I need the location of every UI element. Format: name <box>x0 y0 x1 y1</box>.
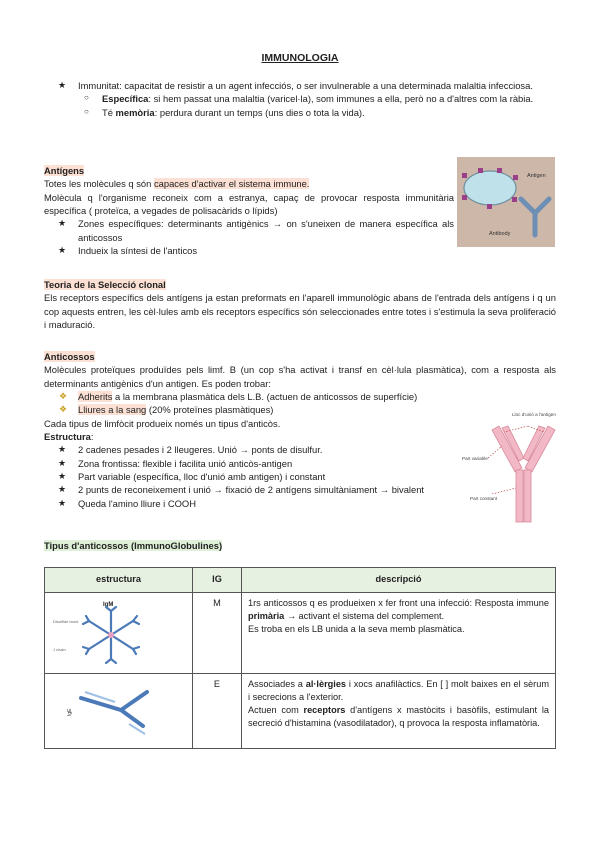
intro-sub-bullet: ○ Específica: si hem passat una malaltia (varicel·la), som immunes a ella, però no a d'altres com la ràbia. <box>84 93 534 105</box>
estructura-bullet: ★ Zona frontissa: flexible i facilita unió anticòs-antigen <box>58 457 293 469</box>
page-title: IMMUNOLOGIA <box>261 52 339 64</box>
intro-sub-bullet: ○ Té memòria: perdura durant un temps (uns dies o tota la vida). <box>84 106 365 118</box>
antibody-chains <box>492 426 555 522</box>
teoria-text: Els receptors específics dels antígens ja estan preformats en l'aparell immunològic abans de l'entrada dels antígens i q un cop aquests entren, les cèl·lules amb els receptors específics són seleccionades entre totes i s'estimula la seva proliferació i maduració. <box>44 292 556 331</box>
teoria-heading: Teoria de la Selecció clonal <box>44 279 166 290</box>
estructura-bullet: ★ 2 cadenes pesades i 2 lleugeres. Unió → ponts de disulfur. <box>58 444 323 456</box>
label-antibody: Antibody <box>489 231 511 237</box>
description-cell: Associades a al·lèrgies i xocs anafilàctics. En [ ] molt baixes en el sèrum i secrecions a l'exterior. Actuen com receptors d'antígens x mastòcits i basòfils, estimulant la secreció d'histamina (vasodilatador), q provoca la resposta inflamatòria. <box>242 674 556 749</box>
antigen-shape <box>464 171 516 205</box>
star-icon: ★ <box>58 444 67 455</box>
diamond-bullet-icon: ❖ <box>59 391 68 402</box>
star-icon: ★ <box>58 80 67 90</box>
star-icon: ★ <box>58 497 67 508</box>
antigen-antibody-figure <box>457 157 555 247</box>
structure-cell <box>45 593 193 674</box>
label-variable-part: Part variable <box>462 456 488 461</box>
circle-bullet-icon: ○ <box>84 93 89 103</box>
label-constant-part: Part constant <box>470 496 498 501</box>
tipus-heading: Tipus d'anticossos (ImmunoGlobulines) <box>44 540 223 551</box>
immunoglobulin-table <box>44 567 556 749</box>
estructura-bullet: ★ 2 punts de reconeixement i unió → fixació de 2 antígens simultàniament → bivalent <box>58 484 425 496</box>
star-icon: ★ <box>58 218 67 229</box>
estructura-label: Estructura <box>44 431 91 443</box>
star-icon: ★ <box>58 457 67 468</box>
anticossos-location-item: ❖ Lliures a la sang (20% proteïnes plasmàtiques) <box>59 404 274 416</box>
diamond-bullet-icon: ❖ <box>59 404 68 415</box>
antibody-structure-figure <box>462 410 562 525</box>
table-header-row <box>45 568 556 593</box>
column-header: estructura <box>45 568 193 593</box>
anticossos-definition: Molècules proteïques produïdes pels limf. B (un cop s'ha activat i transf en cèl·lula plasmàtica), com a resposta als determinants antigènics d'un antigen. Es poden trobar: <box>44 364 556 389</box>
ig-cell: E <box>193 674 242 749</box>
anticossos-section: Anticossos Molècules proteïques produïdes pels limf. B (un cop s'ha activat i transf en cèl·lula plasmàtica), com a resposta als determinants antigènics d'un antigen. Es poden trobar: ❖ Adherits a la membrana plasmàtica dels L.B. (actuen de anticossos de superfície) ❖ Lliures a la sang (20% proteïnes plasmàtiques) Cada tipus de limfòcit produeix només un tipus d'anticòs. Estructura: ★ 2 cadenes pesades i 2 lleugeres. Unió → ponts de disulfur. ★ Zona frontissa: flexible i facilita unió anticòs-antigen ★ Part variable (específica, lloc d'unió amb antigen) i constant ★ 2 punts de reconeixement i unió → fixació de 2 antígens simultàniament → bivalent ★ Queda l'amino lliure i COOH <box>44 351 556 509</box>
antigens-definition: Molècula q l'organisme reconeix com a estranya, capaç de provocar resposta immunitària específica ( proteïca, a vegades de polisacàrids o lípids) <box>44 191 454 217</box>
ige-figure <box>51 678 173 740</box>
igm-sub-label: J chain <box>53 647 66 652</box>
estructura-bullet: ★ Queda l'amino lliure i COOH <box>58 497 196 509</box>
antigens-section: Antígens Totes les molècules q són capaces d'activar el sistema immune. Molècula q l'organisme reconeix com a estranya, capaç de provocar resposta immunitària específica ( proteïca, a vegades de polisacàrids o lípids) ★ Zones específiques: determinants antigènics → on s'uneixen de manera específica als anticossos ★ Indueix la síntesi de l'anticos <box>44 165 454 257</box>
label-antigen-binding-site: Lloc d'unió a l'antigen <box>512 412 556 417</box>
intro-bullet: ★ Immunitat: capacitat de resistir a un agent infecciós, o ser invulnerable a una determinada malaltia infecciosa. <box>58 80 533 91</box>
star-icon: ★ <box>58 484 67 495</box>
description-cell: 1rs anticossos q es produeixen x fer front una infecció: Resposta immune primària → activant el sistema del complement. Es troba en els LB unida a la seva memb plasmàtica. <box>242 593 556 674</box>
intro-section <box>44 79 556 119</box>
anticossos-note: Cada tipus de limfòcit produeix només un tipus d'anticòs. <box>44 417 281 429</box>
table-row <box>45 593 556 674</box>
igm-sub-label: Disulfide bond <box>53 619 79 624</box>
star-icon: ★ <box>58 245 67 256</box>
teoria-section <box>44 278 556 331</box>
circle-bullet-icon: ○ <box>84 106 89 116</box>
antigens-heading: Antígens <box>44 165 85 176</box>
igm-figure <box>51 597 173 665</box>
anticossos-heading: Anticossos <box>44 351 95 362</box>
igm-label: IgM <box>103 602 114 608</box>
structure-cell <box>45 674 193 749</box>
ige-label: IgE <box>67 708 73 717</box>
antigens-bullet: ★ Indueix la síntesi de l'anticos <box>58 245 198 257</box>
column-header: descripció <box>242 568 556 593</box>
ig-cell: M <box>193 593 242 674</box>
table-row <box>45 674 556 749</box>
label-antigen: Antigen <box>527 173 546 179</box>
column-header: IG <box>193 568 242 593</box>
j-chain-dot <box>108 632 114 638</box>
ige-antibody <box>81 692 147 726</box>
star-icon: ★ <box>58 471 67 482</box>
antigens-bullet: ★ Zones específiques: determinants antigènics → on s'uneixen de manera específica als anticossos <box>58 218 454 243</box>
anticossos-location-item: ❖ Adherits a la membrana plasmàtica dels L.B. (actuen de anticossos de superfície) <box>59 391 418 403</box>
tipus-section <box>44 539 222 552</box>
estructura-bullet: ★ Part variable (específica, lloc d'unió amb antigen) i constant <box>58 471 326 483</box>
